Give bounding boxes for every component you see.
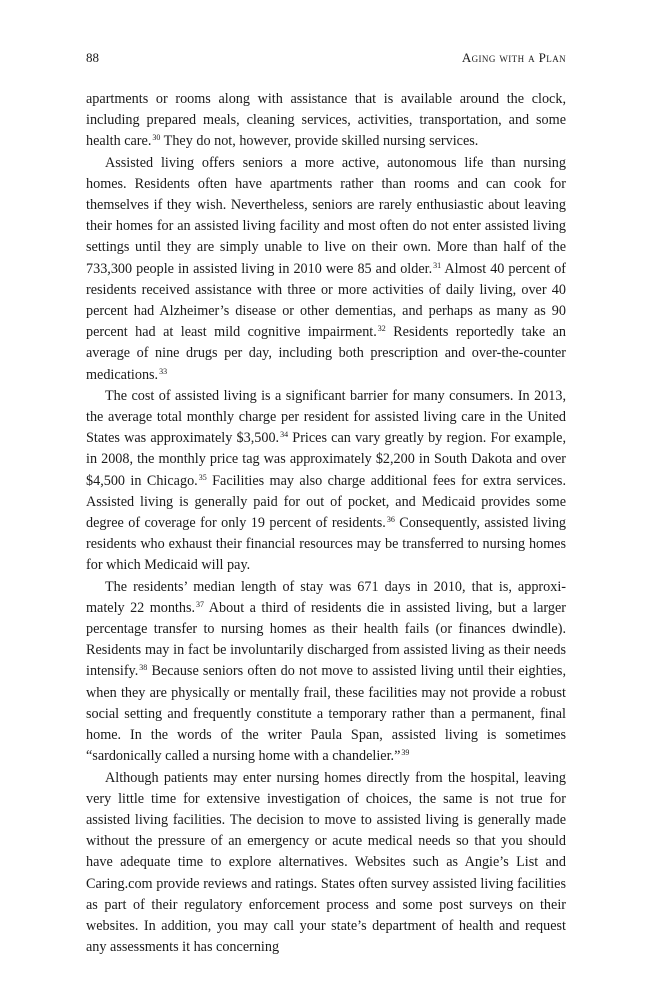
paragraph-3	[86, 386, 566, 577]
footnote-marker: 32	[377, 324, 386, 334]
paragraph-4	[86, 577, 566, 768]
text-run: The residents’ median length of stay was 671 days in 2010, that is, approximately 22 months.	[86, 578, 566, 616]
paragraph-5	[86, 768, 566, 959]
footnote-marker: 38	[139, 663, 148, 673]
running-title: Aging with a Plan	[461, 50, 566, 65]
footnote-marker: 33	[159, 366, 168, 376]
text-run: The cost of assisted living is a significant barrier for many consumers. In 2013, the average total monthly charge per resident for assisted living care in the United States was approximately $3,500.	[86, 387, 566, 447]
text-run: They do not, however, provide skilled nursing services.	[160, 133, 479, 150]
footnote-marker: 34	[280, 430, 289, 440]
text-run: Assisted living offers seniors a more active, autonomous life than nursing homes. Residents often have apartments rather than rooms and can cook for themselves if they wish. Nevertheless, seniors are rarely enthusiastic about leaving their homes for an assisted living facility and most often do not enter assisted living settings until they are simply unable to live on their own. More than half of the 733,300 people in assisted living in 2010 were 85 and older.	[86, 154, 566, 277]
footnote-marker: 37	[196, 599, 205, 609]
book-page	[86, 50, 566, 958]
text-run: Prices can vary greatly by region. For example, in 2008, the monthly price tag was approximately $2,200 in South Dakota and over $4,500 in Chicago.	[86, 430, 567, 489]
text-run: About a third of residents die in assisted living, but a larger percentage transfer to nursing homes as their health fails (or finances dwindle). Residents may in fact be involuntarily discharged from assisted living as their needs intensify.	[86, 599, 566, 680]
footnote-marker: 31	[433, 260, 442, 270]
page-number: 88	[86, 50, 99, 65]
text-run: Residents reportedly take an average of nine drugs per day, including both prescription and over-the-counter medications.	[86, 324, 566, 383]
text-run: Although patients may enter nursing homes directly from the hospital, leaving very little time for extensive investigation of choices, the same is not true for assisted living facilities. The decision to move to assisted living is generally made without the pressure of an emergency or acute medical needs so that you should have adequate time to explore alternatives. Websites such as Angie’s List and Caring.com provide reviews and ratings. States often survey assisted living facilities as part of their regulatory enforcement process and some post surveys on their websites. In addition, you may call your state’s department of health and request any assessments it has concerning	[86, 769, 566, 956]
footnote-marker: 36	[386, 515, 395, 525]
text-run: Consequently, assisted living residents who exhaust their financial resources may be transferred to nursing homes for which Medicaid will pay.	[86, 515, 567, 574]
running-head	[86, 50, 566, 68]
footnote-marker: 39	[401, 748, 410, 758]
text-run: Facilities may also charge additional fees for extra services. Assisted living is generally paid for out of pocket, and Medicaid provides some degree of coverage for only 19 percent of residents.	[86, 472, 566, 532]
footnote-marker: 35	[198, 472, 207, 482]
text-run: Because seniors often do not move to assisted living until their eighties, when they are physically or mentally frail, these facilities may not provide a robust social setting and frequently constitute a temporary rather than a permanent, final home. In the words of the writer Paula Span, assisted living is sometimes “sardonically called a nursing home with a chandelier.”	[86, 663, 566, 765]
text-run: Almost 40 percent of residents received assistance with three or more activities of daily living, over 40 percent had Alzheimer’s disease or other dementias, and perhaps as many as 90 percent had at least mild cognitive impairment.	[86, 260, 567, 341]
paragraph-1	[86, 89, 566, 153]
text-run: apartments or rooms along with assistance that is available around the clock, including prepared meals, cleaning services, activities, transportation, and some health care.	[86, 91, 566, 150]
paragraph-2	[86, 153, 566, 386]
body-text	[86, 89, 566, 958]
footnote-marker: 30	[152, 133, 161, 143]
